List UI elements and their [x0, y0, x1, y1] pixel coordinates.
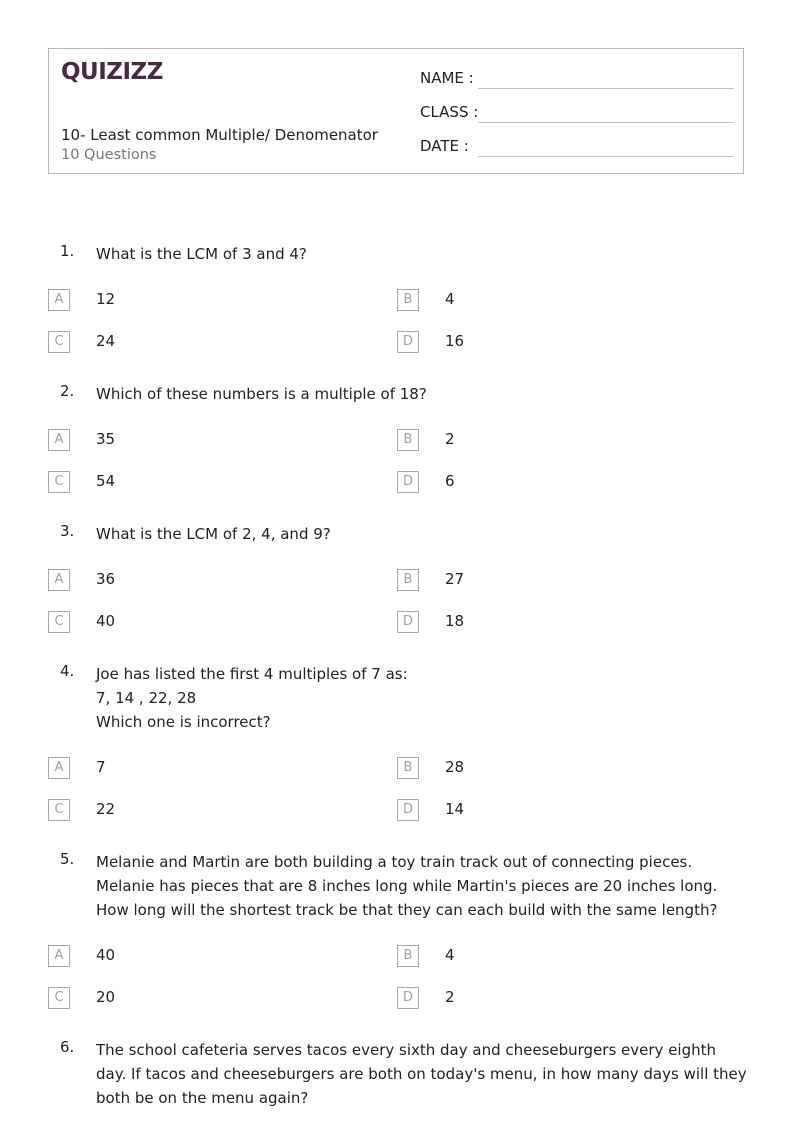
option-b[interactable]: [397, 569, 697, 593]
option-text: 18: [445, 612, 465, 630]
option-text: 6: [445, 472, 455, 490]
option-letter-box: C: [48, 611, 70, 633]
date-label: DATE :: [420, 137, 469, 155]
question-count: 10 Questions: [61, 147, 157, 163]
option-letter-box: D: [397, 987, 419, 1009]
option-text: 16: [445, 332, 465, 350]
option-text: 24: [96, 332, 116, 350]
option-text: 28: [445, 758, 465, 776]
option-text: 27: [445, 570, 465, 588]
name-line[interactable]: [478, 88, 734, 89]
option-letter-box: C: [48, 987, 70, 1009]
option-letter-box: A: [48, 569, 70, 591]
option-text: 4: [445, 946, 455, 964]
option-text: 22: [96, 800, 116, 818]
question-text: What is the LCM of 3 and 4?: [96, 245, 307, 263]
option-b[interactable]: [397, 945, 697, 969]
option-letter-box: A: [48, 289, 70, 311]
option-c[interactable]: [48, 611, 348, 635]
option-text: 20: [96, 988, 116, 1006]
option-text: 40: [96, 946, 116, 964]
option-letter-box: B: [397, 757, 419, 779]
name-field[interactable]: [420, 69, 734, 93]
option-letter-box: D: [397, 471, 419, 493]
question-number: 1.: [60, 242, 75, 260]
option-text: 54: [96, 472, 116, 490]
question-number: 4.: [60, 662, 75, 680]
option-text: 40: [96, 612, 116, 630]
option-c[interactable]: [48, 799, 348, 823]
option-letter-box: A: [48, 757, 70, 779]
question-number: 2.: [60, 382, 75, 400]
question-text: Melanie and Martin are both building a toy train track out of connecting pieces. Melanie has pieces that are 8 inches long while Martin's pieces are 20 inches long. How long will the shortest track be that they can each build with the same length?: [96, 853, 718, 919]
option-b[interactable]: [397, 429, 697, 453]
option-letter-box: B: [397, 945, 419, 967]
worksheet-header: [48, 48, 744, 174]
question-number: 5.: [60, 850, 75, 868]
question-text: The school cafeteria serves tacos every sixth day and cheeseburgers every eighth day. If tacos and cheeseburgers are both on today's menu, in how many days will they both be on the menu again?: [96, 1041, 747, 1107]
option-text: 2: [445, 988, 455, 1006]
option-text: 12: [96, 290, 116, 308]
option-letter-box: C: [48, 471, 70, 493]
option-c[interactable]: [48, 331, 348, 355]
option-d[interactable]: [397, 611, 697, 635]
quizizz-logo: QUIZIZZ: [61, 59, 163, 85]
name-label: NAME :: [420, 69, 474, 87]
option-text: 14: [445, 800, 465, 818]
option-d[interactable]: [397, 471, 697, 495]
option-a[interactable]: [48, 429, 348, 453]
question-number: 3.: [60, 522, 75, 540]
option-letter-box: B: [397, 569, 419, 591]
option-b[interactable]: [397, 757, 697, 781]
option-d[interactable]: [397, 799, 697, 823]
option-a[interactable]: [48, 945, 348, 969]
option-text: 2: [445, 430, 455, 448]
option-text: 4: [445, 290, 455, 308]
option-b[interactable]: [397, 289, 697, 313]
class-label: CLASS :: [420, 103, 479, 121]
option-a[interactable]: [48, 569, 348, 593]
option-letter-box: D: [397, 611, 419, 633]
question-number: 6.: [60, 1038, 75, 1056]
question-text: Joe has listed the first 4 multiples of 7 as: 7, 14 , 22, 28 Which one is incorrect?: [96, 665, 408, 731]
date-field[interactable]: [420, 137, 734, 161]
option-letter-box: C: [48, 799, 70, 821]
option-d[interactable]: [397, 987, 697, 1011]
question-text: What is the LCM of 2, 4, and 9?: [96, 525, 331, 543]
option-text: 7: [96, 758, 106, 776]
option-d[interactable]: [397, 331, 697, 355]
class-line[interactable]: [478, 122, 734, 123]
date-line[interactable]: [478, 156, 734, 157]
option-letter-box: B: [397, 429, 419, 451]
worksheet-title: 10- Least common Multiple/ Denomenator: [61, 126, 378, 144]
class-field[interactable]: [420, 103, 734, 127]
option-letter-box: C: [48, 331, 70, 353]
option-letter-box: D: [397, 331, 419, 353]
option-c[interactable]: [48, 987, 348, 1011]
option-text: 35: [96, 430, 116, 448]
option-a[interactable]: [48, 289, 348, 313]
option-letter-box: B: [397, 289, 419, 311]
option-a[interactable]: [48, 757, 348, 781]
option-letter-box: A: [48, 429, 70, 451]
question-text: Which of these numbers is a multiple of 18?: [96, 385, 427, 403]
option-c[interactable]: [48, 471, 348, 495]
option-letter-box: A: [48, 945, 70, 967]
option-letter-box: D: [397, 799, 419, 821]
option-text: 36: [96, 570, 116, 588]
